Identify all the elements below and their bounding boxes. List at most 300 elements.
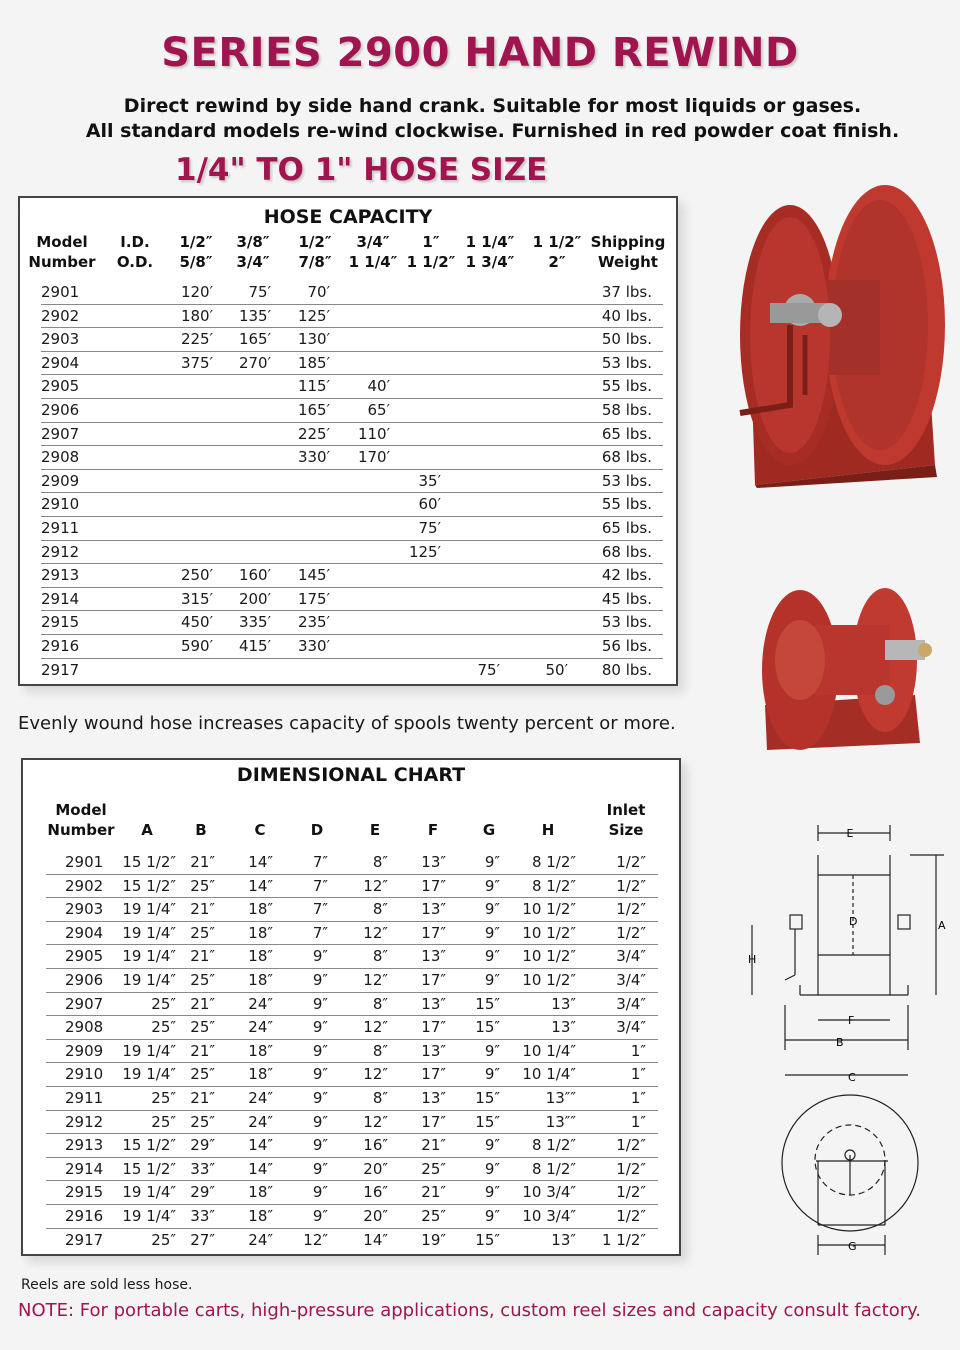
table-row: [41, 470, 663, 494]
table-row: [46, 875, 658, 899]
dimensional-cell: 2914: [65, 1159, 104, 1178]
dimensional-cell: 10 1/2″: [522, 923, 576, 942]
dimensional-cell: 19 1/4″: [122, 1206, 176, 1225]
dimensional-cell: 1″: [630, 1112, 646, 1131]
capacity-note: Evenly wound hose increases capacity of spools twenty percent or more.: [18, 713, 676, 734]
dimensional-cell: 2909: [65, 1041, 104, 1060]
dimensional-cell: 25″: [190, 1018, 215, 1037]
table-row: [46, 851, 658, 875]
dimensional-cell: 18″: [248, 947, 273, 966]
hose-capacity-rows: [41, 281, 663, 682]
capacity-cell: 185′: [297, 353, 330, 372]
dimensional-cell: 17″: [421, 923, 446, 942]
dimensional-cell: 19 1/4″: [122, 900, 176, 919]
dimensional-cell: 9″: [484, 1159, 500, 1178]
capacity-cell: 2912: [41, 542, 80, 561]
dimensional-cell: 13″: [421, 900, 446, 919]
capacity-cell: 68 lbs.: [601, 542, 652, 561]
capacity-cell: 50 lbs.: [601, 330, 652, 349]
dimensional-cell: 9″: [484, 1136, 500, 1155]
dimensional-cell: 9″: [312, 1159, 328, 1178]
dimensional-cell: 13″: [421, 1041, 446, 1060]
dimensional-cell: 12″: [363, 1065, 388, 1084]
dimensional-cell: 1/2″: [616, 1159, 646, 1178]
dimensional-cell: 25″: [190, 970, 215, 989]
capacity-cell: 165′: [297, 400, 330, 419]
table-row: [41, 399, 663, 423]
dimensional-cell: 9″: [312, 1206, 328, 1225]
dimensional-cell: 3/4″: [616, 994, 646, 1013]
dimensional-header-line2: Size: [608, 821, 644, 839]
dimensional-cell: 25″: [190, 876, 215, 895]
capacity-header-line2: O.D.: [116, 253, 154, 271]
reels-sold-less-hose-note: Reels are sold less hose.: [21, 1277, 193, 1293]
dimensional-cell: 21″: [190, 1088, 215, 1107]
dimensional-cell: 1″: [630, 1065, 646, 1084]
dimensional-cell: 9″: [312, 1018, 328, 1037]
capacity-cell: 250′: [180, 566, 213, 585]
dimensional-header-line2: Number: [47, 821, 115, 839]
dimensional-cell: 16″: [363, 1136, 388, 1155]
dimensional-cell: 1″: [630, 1041, 646, 1060]
dimensional-cell: 15″: [475, 994, 500, 1013]
capacity-cell: 65′: [367, 400, 390, 419]
dimensional-cell: 25″: [190, 1112, 215, 1131]
capacity-cell: 68 lbs.: [601, 448, 652, 467]
table-row: [41, 423, 663, 447]
capacity-cell: 2905: [41, 377, 80, 396]
dimensional-cell: 9″: [484, 947, 500, 966]
dimensional-cell: 19 1/4″: [122, 923, 176, 942]
capacity-header-line1: I.D.: [120, 233, 150, 251]
dimensional-cell: 15 1/2″: [122, 876, 176, 895]
dimensional-cell: 9″: [484, 1183, 500, 1202]
dimensional-cell: 15 1/2″: [122, 853, 176, 871]
dimensional-cell: 18″: [248, 1065, 273, 1084]
capacity-cell: 60′: [418, 495, 441, 514]
capacity-cell: 40 lbs.: [601, 306, 652, 325]
dimensional-cell: 7″: [312, 923, 328, 942]
dimensional-header-line1: Model: [55, 801, 107, 819]
capacity-header-line1: 3/4″: [356, 233, 390, 251]
capacity-cell: 40′: [367, 377, 390, 396]
dimensional-cell: 2910: [65, 1065, 104, 1084]
capacity-cell: 160′: [238, 566, 271, 585]
capacity-cell: 225′: [297, 424, 330, 443]
dimensional-header-line2: D: [310, 821, 324, 839]
dimensional-cell: 21″: [190, 1041, 215, 1060]
dimensional-cell: 21″: [421, 1136, 446, 1155]
dimensional-chart-rows: [46, 851, 658, 1252]
dimensional-cell: 8 1/2″: [531, 1136, 576, 1155]
dimensional-cell: 12″: [303, 1230, 328, 1249]
dimensional-cell: 21″: [421, 1183, 446, 1202]
dimensional-cell: 16″: [363, 1183, 388, 1202]
dimensional-cell: 18″: [248, 900, 273, 919]
dimensional-header-line2: C: [254, 821, 266, 839]
capacity-cell: 235′: [297, 613, 330, 632]
capacity-cell: 335′: [238, 613, 271, 632]
capacity-cell: 450′: [180, 613, 213, 632]
dimensional-cell: 21″: [190, 947, 215, 966]
dimensional-cell: 9″: [312, 1041, 328, 1060]
table-row: [46, 1063, 658, 1087]
dimensional-cell: 1 1/2″: [601, 1230, 646, 1249]
dimensional-header-line1: Inlet: [606, 801, 646, 819]
dimensional-cell: 2901: [65, 853, 104, 871]
dimensional-header-line2: B: [195, 821, 207, 839]
dimensional-cell: 10 3/4″: [522, 1183, 576, 1202]
dimensional-cell: 7″: [312, 876, 328, 895]
dimensional-cell: 2917: [65, 1230, 104, 1249]
capacity-header-line2: 1 3/4″: [465, 253, 515, 271]
dimensional-cell: 13″: [421, 947, 446, 966]
dimensional-cell: 9″: [312, 970, 328, 989]
table-row: [41, 328, 663, 352]
capacity-cell: 2906: [41, 400, 80, 419]
capacity-cell: 2915: [41, 613, 80, 632]
dimensional-cell: 12″: [363, 923, 388, 942]
dimensional-cell: 13″: [421, 853, 446, 871]
dimensional-cell: 1/2″: [616, 1136, 646, 1155]
table-row: [46, 1016, 658, 1040]
dimensional-cell: 18″: [248, 1183, 273, 1202]
dimension-label-h: H: [748, 953, 757, 966]
capacity-cell: 165′: [238, 330, 271, 349]
capacity-cell: 130′: [297, 330, 330, 349]
capacity-header-line1: 3/8″: [236, 233, 270, 251]
dimensional-cell: 15″: [475, 1018, 500, 1037]
table-row: [46, 1040, 658, 1064]
dimensional-cell: 8 1/2″: [531, 1159, 576, 1178]
dimensional-cell: 19 1/4″: [122, 970, 176, 989]
table-row: [41, 588, 663, 612]
dimensional-cell: 20″: [363, 1159, 388, 1178]
dimensional-cell: 2913: [65, 1136, 104, 1155]
dimension-label-a: A: [938, 919, 946, 932]
dimensional-cell: 24″: [248, 1018, 273, 1037]
capacity-cell: 75′: [248, 283, 271, 301]
table-row: [41, 446, 663, 470]
dimensional-cell: 1/2″: [616, 1183, 646, 1202]
capacity-cell: 53 lbs.: [601, 471, 652, 490]
table-row: [41, 281, 663, 305]
hose-size-heading: 1/4" TO 1" HOSE SIZE: [175, 152, 548, 188]
table-row: [46, 1205, 658, 1229]
table-row: [41, 541, 663, 565]
dimensional-cell: 1/2″: [616, 876, 646, 895]
capacity-header-line2: 5/8″: [179, 253, 213, 271]
capacity-cell: 145′: [297, 566, 330, 585]
capacity-cell: 2914: [41, 589, 80, 608]
description-line-1: Direct rewind by side hand crank. Suitable for most liquids or gases.: [123, 95, 862, 117]
dimensional-cell: 14″: [248, 876, 273, 895]
dimension-label-f: F: [848, 1014, 855, 1027]
dimensional-cell: 9″: [484, 853, 500, 871]
dimensional-cell: 18″: [248, 923, 273, 942]
dimensional-cell: 27″: [190, 1230, 215, 1249]
dimensional-cell: 25″: [421, 1206, 446, 1225]
dimensional-cell: 14″: [248, 853, 273, 871]
dimensional-header-9: [576, 800, 676, 840]
dimensional-cell: 17″: [421, 970, 446, 989]
dimensional-cell: 25″: [421, 1159, 446, 1178]
dimensional-cell: 24″: [248, 1230, 273, 1249]
dimensional-cell: 12″: [363, 970, 388, 989]
capacity-cell: 315′: [180, 589, 213, 608]
dimensional-cell: 13″: [551, 1230, 576, 1249]
dimensional-cell: 13″: [551, 994, 576, 1013]
dimensional-cell: 13″: [421, 1088, 446, 1107]
page-title: SERIES 2900 HAND REWIND: [161, 30, 799, 76]
dimensional-cell: 1/2″: [616, 853, 646, 871]
dimensional-cell: 2907: [65, 994, 104, 1013]
dimensional-cell: 20″: [363, 1206, 388, 1225]
dimensional-cell: 1″: [630, 1088, 646, 1107]
dimensional-cell: 9″: [484, 900, 500, 919]
table-row: [46, 1087, 658, 1111]
dimensional-cell: 15 1/2″: [122, 1159, 176, 1178]
capacity-cell: 2901: [41, 283, 80, 301]
dimensional-cell: 1/2″: [616, 1206, 646, 1225]
capacity-cell: 45 lbs.: [601, 589, 652, 608]
dimensional-cell: 19 1/4″: [122, 1065, 176, 1084]
dimensional-cell: 33″: [190, 1159, 215, 1178]
table-row: [41, 305, 663, 329]
dimensional-cell: 25″: [190, 923, 215, 942]
capacity-cell: 42 lbs.: [601, 566, 652, 585]
capacity-cell: 2902: [41, 306, 80, 325]
capacity-cell: 58 lbs.: [601, 400, 652, 419]
capacity-cell: 55 lbs.: [601, 495, 652, 514]
reel-photo-large: [730, 185, 945, 490]
table-row: [46, 922, 658, 946]
dimensional-cell: 2903: [65, 900, 104, 919]
dimensional-cell: 25″: [190, 1065, 215, 1084]
dimensional-cell: 9″: [312, 1088, 328, 1107]
capacity-cell: 270′: [238, 353, 271, 372]
dimension-diagram: [740, 815, 955, 1275]
capacity-cell: 56 lbs.: [601, 636, 652, 655]
dimensional-header-line2: H: [541, 821, 555, 839]
dimension-label-g: G: [848, 1240, 857, 1253]
dimensional-cell: 1/2″: [616, 900, 646, 919]
capacity-header-line2: 1 1/4″: [348, 253, 398, 271]
dimensional-cell: 2905: [65, 947, 104, 966]
dimensional-cell: 2912: [65, 1112, 104, 1131]
dimensional-cell: 14″: [363, 1230, 388, 1249]
capacity-cell: 53 lbs.: [601, 353, 652, 372]
dimensional-cell: 9″: [312, 1183, 328, 1202]
capacity-cell: 590′: [180, 636, 213, 655]
dimensional-header-line2: F: [427, 821, 439, 839]
table-row: [41, 659, 663, 683]
dimensional-cell: 8″: [372, 1041, 388, 1060]
table-row: [46, 1229, 658, 1253]
dimensional-cell: 17″: [421, 1112, 446, 1131]
capacity-cell: 2917: [41, 660, 80, 679]
dimensional-cell: 8″: [372, 853, 388, 871]
table-row: [41, 611, 663, 635]
capacity-cell: 2904: [41, 353, 80, 372]
dimensional-header-line2: G: [482, 821, 496, 839]
dimensional-cell: 19 1/4″: [122, 1041, 176, 1060]
dimensional-cell: 18″: [248, 970, 273, 989]
table-row: [46, 1134, 658, 1158]
capacity-header-line2: 2″: [548, 253, 566, 271]
capacity-cell: 200′: [238, 589, 271, 608]
dimensional-cell: 15″: [475, 1088, 500, 1107]
capacity-header-line1: Model: [36, 233, 88, 251]
dimensional-chart-table: [21, 758, 681, 1256]
dimensional-cell: 15 1/2″: [122, 1136, 176, 1155]
dimensional-cell: 25″: [151, 1230, 176, 1249]
capacity-cell: 53 lbs.: [601, 613, 652, 632]
capacity-cell: 135′: [238, 306, 271, 325]
table-row: [46, 993, 658, 1017]
table-row: [46, 969, 658, 993]
dimension-label-c: C: [848, 1071, 856, 1084]
capacity-cell: 65 lbs.: [601, 424, 652, 443]
dimensional-cell: 8″: [372, 1088, 388, 1107]
dimensional-cell: 9″: [312, 1065, 328, 1084]
capacity-cell: 2913: [41, 566, 80, 585]
dimensional-cell: 9″: [312, 947, 328, 966]
dimensional-cell: 10 1/4″: [522, 1065, 576, 1084]
dimensional-cell: 10 1/2″: [522, 900, 576, 919]
table-row: [46, 898, 658, 922]
dimensional-cell: 29″: [190, 1136, 215, 1155]
capacity-cell: 125′: [297, 306, 330, 325]
dimensional-cell: 25″: [151, 994, 176, 1013]
capacity-header-line2: Number: [28, 253, 96, 271]
dimensional-cell: 12″: [363, 1112, 388, 1131]
dimensional-cell: 10 1/2″: [522, 970, 576, 989]
dimensional-cell: 8″: [372, 900, 388, 919]
dimensional-cell: 9″: [312, 1136, 328, 1155]
capacity-header-line1: Shipping: [590, 233, 666, 251]
dimensional-cell: 9″: [484, 970, 500, 989]
dimensional-cell: 8 1/2″: [531, 876, 576, 895]
dimensional-cell: 9″: [484, 1065, 500, 1084]
capacity-cell: 170′: [357, 448, 390, 467]
capacity-cell: 75′: [418, 518, 441, 537]
capacity-header-line2: Weight: [598, 253, 658, 271]
capacity-cell: 2908: [41, 448, 80, 467]
dimensional-cell: 10 1/4″: [522, 1041, 576, 1060]
capacity-header-line2: 7/8″: [298, 253, 332, 271]
table-row: [41, 517, 663, 541]
dimensional-cell: 3/4″: [616, 1018, 646, 1037]
capacity-header-line1: 1 1/4″: [465, 233, 515, 251]
dimensional-cell: 17″: [421, 876, 446, 895]
dimensional-cell: 14″: [248, 1159, 273, 1178]
dimensional-cell: 17″: [421, 1065, 446, 1084]
dimensional-cell: 24″: [248, 1112, 273, 1131]
dimension-label-b: B: [836, 1036, 844, 1049]
dimensional-cell: 14″: [248, 1136, 273, 1155]
table-row: [41, 493, 663, 517]
capacity-cell: 55 lbs.: [601, 377, 652, 396]
capacity-cell: 2903: [41, 330, 80, 349]
capacity-header-9: [578, 232, 678, 272]
capacity-header-line2: 3/4″: [236, 253, 270, 271]
dimensional-cell: 2911: [65, 1088, 104, 1107]
table-row: [41, 635, 663, 659]
table-row: [41, 352, 663, 376]
dimensional-cell: 13″: [551, 1018, 576, 1037]
dimensional-cell: 25″: [151, 1018, 176, 1037]
dimensional-cell: 9″: [484, 1206, 500, 1225]
dimensional-cell: 25″: [151, 1088, 176, 1107]
dimensional-cell: 10 3/4″: [522, 1206, 576, 1225]
reel-photo-small: [755, 585, 935, 755]
description-line-2: All standard models re-wind clockwise. Furnished in red powder coat finish.: [85, 120, 900, 142]
capacity-header-line1: 1″: [422, 233, 440, 251]
dimensional-cell: 21″: [190, 853, 215, 871]
factory-consult-note: NOTE: For portable carts, high-pressure applications, custom reel sizes and capacity consult factory.: [18, 1300, 921, 1321]
capacity-cell: 37 lbs.: [601, 283, 652, 301]
capacity-cell: 125′: [408, 542, 441, 561]
dimensional-cell: 33″: [190, 1206, 215, 1225]
capacity-cell: 80 lbs.: [601, 660, 652, 679]
capacity-cell: 2909: [41, 471, 80, 490]
dimensional-cell: 2906: [65, 970, 104, 989]
dimensional-cell: 25″: [151, 1112, 176, 1131]
capacity-cell: 115′: [297, 377, 330, 396]
table-row: [46, 945, 658, 969]
dimensional-cell: 2902: [65, 876, 104, 895]
capacity-cell: 175′: [297, 589, 330, 608]
dimensional-cell: 15″: [475, 1112, 500, 1131]
dimensional-cell: 8 1/2″: [531, 853, 576, 871]
table-row: [46, 1158, 658, 1182]
dimensional-cell: 12″: [363, 1018, 388, 1037]
capacity-header-line1: 1 1/2″: [532, 233, 582, 251]
dimensional-cell: 2916: [65, 1206, 104, 1225]
dimensional-cell: 13″″: [545, 1088, 576, 1107]
dimensional-chart-title: DIMENSIONAL CHART: [236, 764, 466, 786]
dimensional-cell: 7″: [312, 900, 328, 919]
capacity-header-line1: 1/2″: [179, 233, 213, 251]
dimension-label-e: E: [846, 827, 854, 840]
dimensional-cell: 13″″: [545, 1112, 576, 1131]
dimensional-cell: 9″: [312, 1112, 328, 1131]
capacity-cell: 2910: [41, 495, 80, 514]
capacity-cell: 2916: [41, 636, 80, 655]
dimensional-cell: 9″: [312, 994, 328, 1013]
dimensional-cell: 3/4″: [616, 970, 646, 989]
dimensional-cell: 13″: [421, 994, 446, 1013]
dimensional-cell: 8″: [372, 994, 388, 1013]
table-row: [46, 1111, 658, 1135]
capacity-cell: 65 lbs.: [601, 518, 652, 537]
capacity-cell: 180′: [180, 306, 213, 325]
dimensional-cell: 15″: [475, 1230, 500, 1249]
capacity-cell: 375′: [180, 353, 213, 372]
dimensional-cell: 1/2″: [616, 923, 646, 942]
table-row: [46, 1181, 658, 1205]
hose-capacity-title: HOSE CAPACITY: [263, 206, 433, 228]
capacity-cell: 50′: [545, 660, 568, 679]
dimensional-header-line2: A: [141, 821, 153, 839]
table-row: [41, 564, 663, 588]
capacity-cell: 110′: [357, 424, 390, 443]
dimensional-cell: 24″: [248, 1088, 273, 1107]
dimensional-cell: 7″: [312, 853, 328, 871]
dimensional-cell: 19″: [421, 1230, 446, 1249]
dimensional-cell: 9″: [484, 923, 500, 942]
